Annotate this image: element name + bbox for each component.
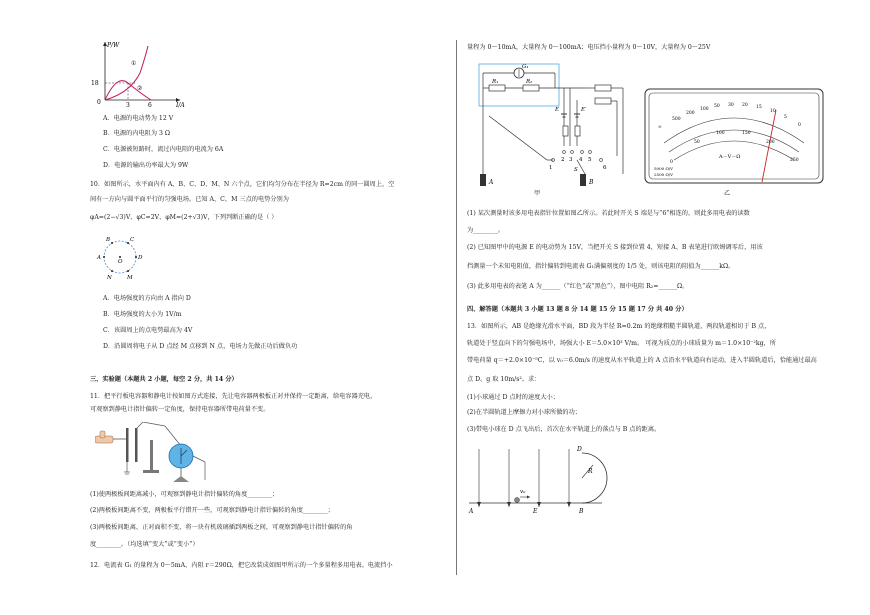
q13-part1: (1)小球通过 D 点时的速度大小； [467,394,559,401]
q12-part2-line1: (2) 已知图甲中的电源 E 的电动势为 15V，当把开关 S 接到位置 4，短接 A、B 表笔进行欧姆调零后，用该 [467,244,763,251]
circuit-label-a: A [489,179,494,186]
capacitor-electrometer-diagram [95,422,220,484]
circuit-label-n4: 4 [579,157,583,163]
circle-label-b: B [106,237,111,243]
track-label-v0: v₀ [520,489,526,495]
circuit-label-n2: 2 [561,157,565,163]
section4-title: 四、解答题（本题共 3 小题 13 题 8 分 14 题 15 分 15 题 17 分 共 40 分） [467,306,688,313]
graph-tick-18: 18 [91,80,99,87]
meter-scale-100: 100 [700,107,709,112]
meter-scale-500: 500 [672,117,681,122]
figure-caption-yi: 乙 [724,190,731,197]
meter-scale-15: 15 [756,105,762,110]
circuit-label-n3: 3 [569,157,573,163]
circuit-label-s: S [574,167,578,173]
circle-label-c: C [130,237,135,243]
graph-tick-3: 3 [126,102,130,108]
q10-option-b: B．电场强度的大小为 1V/m [103,311,182,318]
meter-scale-200: 200 [686,111,695,116]
circle-label-d: D [138,255,143,261]
circuit-label-r2: R₂ [526,79,533,85]
q11-part1: (1)使两极板间距离减小，可观察到静电计指针偏转的角度________； [90,491,279,498]
graph-axis-x: I/A [176,102,185,108]
graph-curve2-label: ② [137,85,143,92]
meter-scale-20: 20 [742,103,748,108]
circuit-label-n6: 6 [603,165,607,171]
q11-part2: (2)两极板间距离不变，两极板平行错开一些，可观察到静电计指针偏转的角度________； [90,507,334,514]
circuit-label-ep: E′ [581,107,587,113]
q13-part3: (3)带电小球在 D 点飞出后，首次在水平轨道上的落点与 B 点的距离。 [467,426,661,433]
circle-label-a: A [97,255,101,261]
meter-scale-5: 5 [784,115,787,120]
meter-scale-00: 0 [798,123,801,128]
q12-part1-line2: 为________。 [467,227,505,234]
q11-part3-line2: 度________。（均选填“变大”或“变小”） [90,541,199,548]
q9-option-b: B．电源的内电阻为 3 Ω [103,130,171,137]
track-label-r: R [588,468,593,475]
power-current-graph [85,38,195,108]
track-field-diagram [467,443,627,515]
circuit-label-r1: R₁ [492,79,499,85]
q12-part3: (3) 此多用电表的表笔 A 为______（“红色”或“黑色”），图中电阻 R₂=______Ω。 [467,283,689,290]
q10-stem-line3: φA=(2−√3)V、φC=2V、φM=(2+√3)V，下列判断正确的是（ ） [90,214,278,221]
circuit-label-g: G₁ [522,64,529,70]
q11-stem-line2: 可观察到静电计指针偏转一定角度，保持电容器所带电荷量不变。 [90,406,270,413]
meter-mid-100: 100 [716,131,725,136]
q9-option-a: A．电源的电动势为 12 V [103,115,174,122]
q13-stem-line2: 轨道处于竖直向下的匀强电场中，场强大小 E＝5.0×10³ V/m。 可视为质点的小球质量为 m＝1.0×10⁻²kg，所 [467,340,776,347]
q9-option-d: D．电源的输出功率最大为 9W [103,162,189,169]
right-column [462,38,847,578]
track-label-b: B [579,508,584,515]
circuit-label-e: E [555,107,560,113]
meter-mid-0: 0 [670,160,673,165]
circle-label-m: M [127,275,133,281]
q13-part2: (2)在半圆轨道上摩擦力对小球所做的功； [467,409,581,416]
circuit-label-b: B [589,179,594,186]
q13-stem-line3: 带电荷量 q＝+2.0×10⁻⁵C，以 v₀＝6.0m/s 的速度从水平轨道上的 A 点沿水平轨道向右运动，进入半圆轨道后，恰能通过最高 [467,357,817,364]
q13-stem-line1: 13．如图所示，AB 是绝缘光滑水平面，BD 段为半径 R=0.2m 的绝缘粗糙半圆轨道，两段轨道相切于 B 点， [467,323,771,330]
graph-origin: 0 [97,99,101,106]
meter-ohmsv2: 2500 Ω/V [654,172,674,177]
q10-stem-line2: 间有一方向与圆平面平行的匀强电场。已知 A、C、M 三点的电势分别为 [90,196,289,203]
circuit-label-n1: 1 [549,165,553,171]
circle-label-n: N [107,275,112,281]
q10-option-a: A．电场强度的方向由 A 指向 D [103,295,191,302]
q9-option-c: C．电源被短路时，流过内电阻的电流为 6A [103,146,224,153]
meter-mid-50: 50 [694,140,700,145]
circle-label-o: O [118,259,123,265]
meter-scale-10: 10 [770,109,776,114]
q12-stem-line2: 量程为 0～10mA，大量程为 0～100mA；电压挡小量程为 0～10V，大量程为 0～25V [467,44,711,51]
meter-scale-30: 30 [728,103,734,108]
section3-title: 三、实验题（本题共 2 小题，每空 2 分，共 14 分） [90,376,238,383]
meter-scale-0: ∞ [658,125,662,130]
track-label-a: A [469,508,474,515]
q12-part1-line1: (1) 某次测量时该多用电表指针位置如图乙所示。若此时开关 S 端是与“6”相连的，则此多用电表的读数 [467,210,750,217]
meter-mid-150: 150 [742,131,751,136]
multimeter-dial-figure [644,88,824,186]
graph-curve1-label: ① [131,60,137,67]
graph-axis-y: P/W [107,42,120,49]
meter-unit: A－V－Ω [719,154,741,160]
q12-stem-line1: 12．电流表 G₁ 的量程为 0～5mA，内阻 r＝290Ω，把它改装成如图甲所示的一个多量程多用电表。电流挡小 [90,562,393,569]
meter-ohmsv: 5000 Ω/V [654,166,674,171]
q12-part2-line2: 挡测量一个未知电阻值，指针偏转到电流表 G₁满偏刻度的 1/5 处，则该电阻的阻值为______kΩ。 [467,263,735,270]
graph-tick-6: 6 [148,102,152,108]
q10-stem-line1: 10．如图所示，水平面内有 A、B、C、D、M、N 六个点，它们均匀分布在半径为 R=2cm 的同一圆周上，空 [90,181,395,188]
meter-scale-50: 50 [714,104,720,109]
q11-part3-line1: (3)两极板间距离、正对面积不变，将一块有机玻璃插到两板之间，可观察到静电计指针偏转的角 [90,524,353,531]
left-column [85,38,470,578]
q10-option-d: D．沿圆周将电子从 D 点经 M 点移到 N 点，电场力先做正功后做负功 [103,343,298,350]
q10-option-c: C．该圆周上的点电势最高为 4V [103,327,193,334]
q13-stem-line4: 点 D。g 取 10m/s²。求： [467,376,541,383]
multimeter-circuit-diagram [467,56,637,188]
q11-stem-line1: 11．把平行板电容器和静电计按如图方式连接，先让电容器两极板正对并保持一定距离，给电容器充电， [90,393,377,400]
meter-mid-200: 200 [766,140,775,145]
meter-mid-250: 250 [790,158,799,163]
figure-caption-jia: 甲 [534,190,541,197]
track-label-e: E [533,508,538,515]
track-label-d: D [577,446,582,453]
circuit-label-n5: 5 [588,157,592,163]
six-point-circle-diagram [90,230,150,286]
